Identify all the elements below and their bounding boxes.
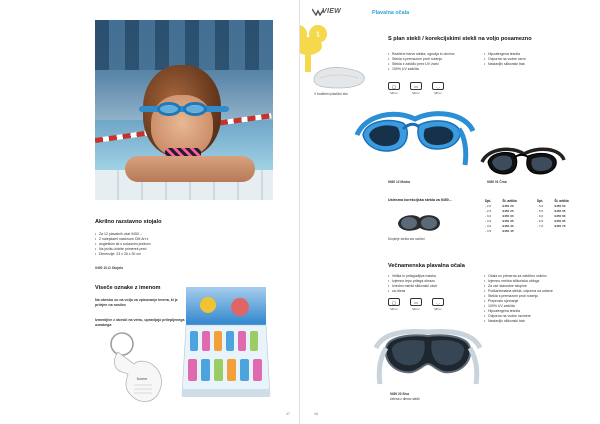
stand-code: 9450 10-D Stojalo (95, 266, 124, 270)
stand-features (95, 232, 205, 257)
list-item: • Odporna na vodne razmere (484, 314, 588, 319)
list-item: • Nastavljiv silikonski trak (484, 62, 584, 67)
list-item: • Na jeziku dobite primerek pred (95, 247, 205, 252)
list-item: • Hipoalergena tesnila (484, 309, 588, 314)
list-item: • Različne barve stekla, ogrodja in okvirov (388, 52, 486, 57)
right-page (300, 0, 600, 424)
list-item: • 100% UV zaščita (388, 67, 486, 72)
table-row: - 2,0 9450 20 - 5,0 9450 50 (485, 204, 566, 208)
list-item: • 100% UV zaščita (484, 304, 588, 309)
brand-name: VIEW (322, 8, 342, 15)
name-tag-title: Viseče oznake z imenom (95, 285, 161, 291)
name-tag-image (108, 330, 166, 408)
feature-icon-2: ▭ Mirror (410, 298, 422, 311)
list-item: • Nastavljiv silikonski trak (484, 319, 588, 324)
list-item: • Stekla s premazom proti rosenju (484, 294, 588, 299)
black-goggles-image (478, 138, 568, 186)
strap-shape-icon: ◡ (432, 82, 444, 90)
list-item: • Stekla z zaščito pred UV žarki (388, 62, 486, 67)
list-item: • Polikarbonatna stekla, odporna na udarce (484, 289, 588, 294)
blue-goggles-image (355, 95, 475, 170)
lens-title: Ustrezna korekcijska stekla za 9450... (388, 198, 452, 202)
case-caption: V kvalitetni plastični etui (314, 92, 348, 96)
table-row: - 4,5 9450 45 (485, 229, 514, 233)
diopter-table (484, 199, 588, 234)
list-item: • Velika in prilagodljiva maska (388, 274, 480, 279)
correction-lens-image (396, 212, 442, 234)
mask-code: 9450 20 Siva (390, 392, 409, 396)
list-item: • Za vse starostne skupine (484, 284, 588, 289)
feature-icon-1: ◯ Mirror (388, 298, 400, 311)
list-item: • Dimenzije: 23 x 26 x 30 cm (95, 252, 205, 257)
goggle-case-image (310, 60, 370, 92)
black-goggles-code: 9450 01 Črna (487, 180, 507, 184)
product-title: S plan stekli / korekcijskimi stekli na voljo posamezno (388, 36, 532, 42)
blue-goggles-code: 9450 12 Modra (388, 180, 410, 184)
mask-features-b (484, 274, 588, 324)
feature-icon-1: ◯ Mirror (388, 82, 400, 95)
name-tag-text: Na obesku so na voljo za vpisovanje imena, ki je pritrjen na nosilec (95, 298, 178, 307)
lens-caption: Dioptrije stekla sta različni (388, 237, 425, 241)
goggle-shape-icon: ◯ (388, 82, 400, 90)
table-row: - 3,5 9450 35 - 6,5 9450 65 (485, 219, 566, 223)
badge-right-number: 1 (316, 31, 320, 39)
mask-feature-icons (388, 298, 444, 311)
list-item: • Izjemno lepo prilega obrazu (388, 279, 480, 284)
goggle-shape-icon: ◯ (388, 298, 400, 306)
table-row: - 4,0 9450 40 - 7,0 9450 70 (485, 224, 566, 228)
feature-icon-3: ◡ Mirror (432, 82, 444, 95)
list-item: • Preprosto ujemanje (484, 299, 588, 304)
page-number: 47 (286, 412, 290, 416)
list-item: • Odporna na vodne razm (484, 57, 584, 62)
mask-caption-text: zelena z dimno stekli (390, 396, 420, 401)
list-item: • Hipoalergena tesnila (484, 52, 584, 57)
name-tag-label: Name (136, 376, 148, 381)
list-item: • Za 12 plavalnih očal 9450... (95, 232, 205, 237)
feature-icon-3: ◡ Mirror (432, 298, 444, 311)
mask-title: Večnamenska plavalna očala (388, 263, 465, 269)
goggle-display-stand-image (178, 285, 273, 405)
feature-icon-2: ▭ Mirror (410, 82, 422, 95)
mask-features-a (388, 274, 480, 294)
list-item: • Izjemno mehka silikonska obloga (484, 279, 588, 284)
product-features-a (388, 52, 486, 72)
list-item: • Stekla s premazom proti rosenju (388, 57, 486, 62)
table-header-row: Dpt. Št. artikla Dpt. Št. artikla (485, 199, 569, 203)
page-header-title: Plavalna očala (372, 10, 410, 16)
table-row: - 3,0 9450 30 - 6,0 9450 60 (485, 214, 566, 218)
strap-shape-icon: ◡ (432, 298, 444, 306)
list-item: • angleškim ali s sočasnim jezikom (95, 242, 205, 247)
list-item: • Očala so primerna za zaščitno oskrbo (484, 274, 588, 279)
swimmer-pool-photo (95, 20, 273, 200)
mask-goggles-image (372, 318, 484, 388)
stand-title: Akrilno razstavno stojalo (95, 219, 162, 225)
list-item: • Z nalepkami naslovom DM Art z (95, 237, 205, 242)
mask-caption (390, 392, 420, 401)
page-number: 48 (314, 412, 318, 416)
name-tag-text-2: Izmenljive z obeski na vetru, upravljajo prilepljenega oznakega (95, 318, 185, 327)
table-row: - 2,5 9450 25 - 5,5 9450 55 (485, 209, 566, 213)
product-features-b (484, 52, 584, 67)
list-item: • Izredno mehki silikonski okvir (388, 284, 480, 289)
lens-shape-icon: ▭ (410, 82, 422, 90)
product-feature-icons (388, 82, 444, 95)
lens-shape-icon: ▭ (410, 298, 422, 306)
list-item: • za obraz (388, 289, 480, 294)
